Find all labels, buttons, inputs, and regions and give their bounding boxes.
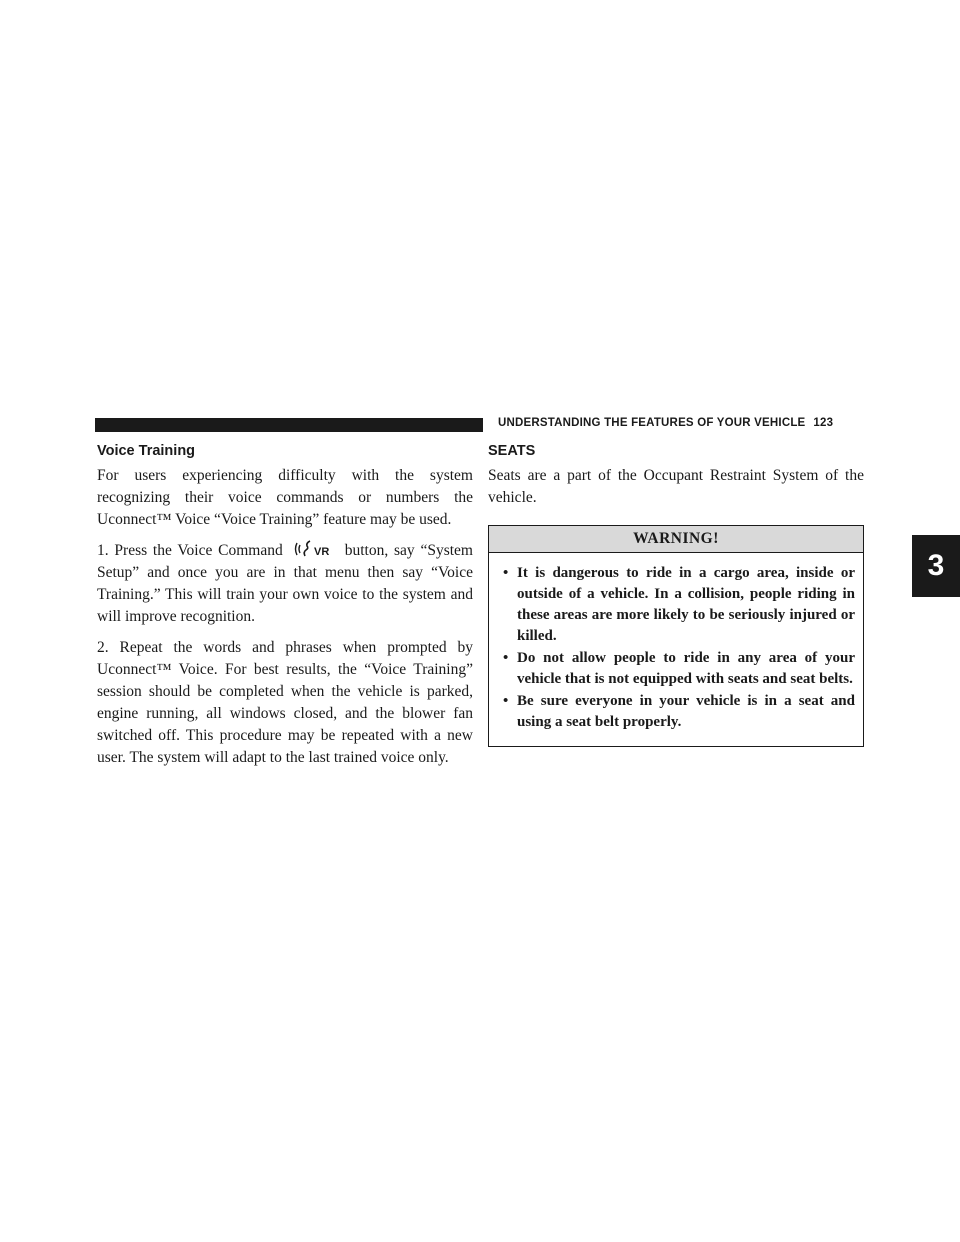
left-column: [97, 441, 473, 778]
warning-title: WARNING!: [489, 526, 863, 553]
bullet: •: [503, 565, 509, 581]
bullet: •: [503, 693, 509, 709]
section-heading-seats: SEATS: [488, 443, 536, 459]
warning-box: [488, 525, 864, 747]
warning-item: [503, 648, 855, 690]
section-heading-voice-training: Voice Training: [97, 443, 196, 459]
header-title: UNDERSTANDING THE FEATURES OF YOUR VEHICLE: [498, 417, 806, 429]
chapter-tab: [912, 535, 960, 597]
warning-item: [503, 691, 855, 733]
seats-intro: Seats are a part of the Occupant Restraint System of the vehicle.: [488, 467, 864, 506]
voice-training-intro: For users experiencing difficulty with the system recognizing their voice commands or numbers the Uconnect™ Voice “Voice Training” feature may be used.: [97, 467, 473, 528]
voice-command-icon: [293, 540, 339, 558]
step-1-text-start: 1. Press the Voice Command: [97, 542, 283, 559]
warning-item: [503, 563, 855, 647]
running-header: [498, 417, 833, 429]
bullet: •: [503, 650, 509, 666]
right-column: [488, 441, 864, 747]
chapter-number: 3: [927, 549, 945, 582]
warning-list: [489, 553, 863, 746]
header-rule: [95, 418, 483, 432]
voice-training-step-2: 2. Repeat the words and phrases when prompted by Uconnect™ Voice. For best results, the “Voice Training” session should be completed when the vehicle is parked, engine running, all windows closed, and the blower fan switched off. This procedure may be repeated with a new user. The system will adapt to the last trained voice only.: [97, 639, 473, 766]
step-1-text-end: button, say “System Setup” and once you are in that menu then say “Voice Training.” This will train your own voice to the system and will improve recognition.: [97, 542, 473, 625]
voice-training-step-1: [97, 540, 473, 628]
warning-item-text: Do not allow people to ride in any area of your vehicle that is not equipped with seats and seat belts.: [517, 650, 855, 687]
warning-item-text: Be sure everyone in your vehicle is in a seat and using a seat belt properly.: [517, 693, 855, 730]
page-number: 123: [813, 417, 834, 429]
warning-item-text: It is dangerous to ride in a cargo area, inside or outside of a vehicle. In a collision, people riding in these areas are more likely to be seriously injured or killed.: [517, 565, 855, 644]
voice-command-icon-label: VR: [313, 546, 330, 558]
